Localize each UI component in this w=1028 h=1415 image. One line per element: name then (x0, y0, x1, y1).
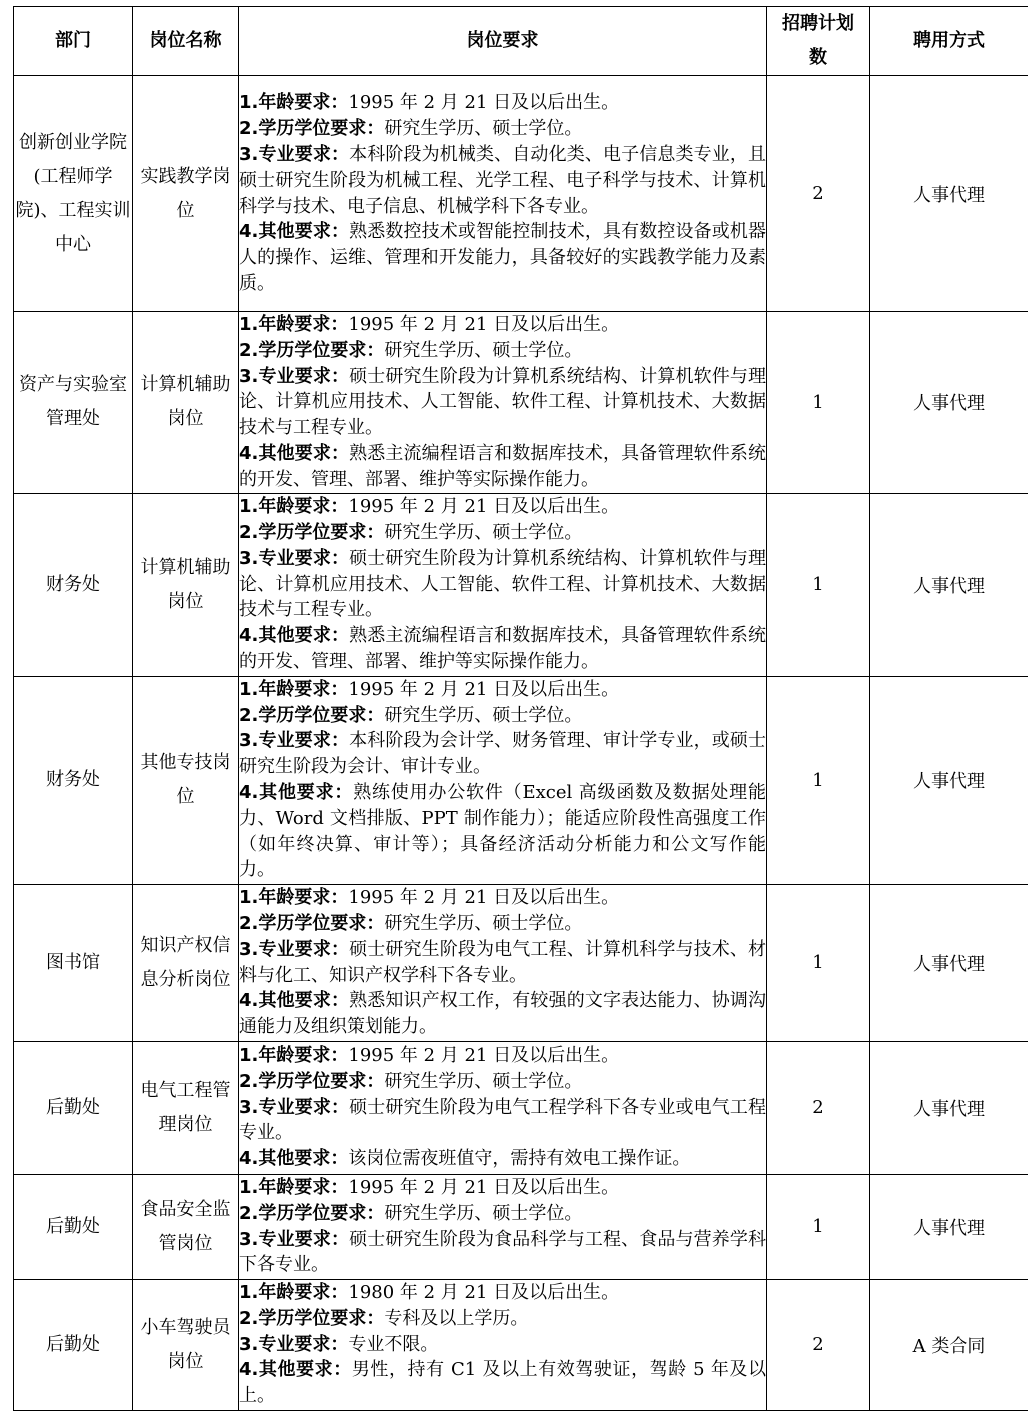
requirement-label: 1.年龄要求： (239, 496, 349, 518)
requirement-label: 1.年龄要求： (239, 678, 349, 700)
table-row (14, 1279, 1028, 1410)
requirement-text: 硕士研究生阶段为计算机系统结构、计算机软件与理论、计算机应用技术、人工智能、软件工程、计算机技术、大数据技术与工程专业。 (239, 365, 766, 439)
requirement-item (239, 494, 766, 520)
requirement-text: 1995 年 2 月 21 日及以后出生。 (348, 1176, 620, 1198)
method-cell: 人事代理 (870, 1041, 1028, 1174)
requirement-item (239, 90, 766, 116)
header-method: 聘用方式 (870, 7, 1028, 76)
requirement-item (239, 364, 766, 441)
table-row (14, 676, 1028, 884)
department-cell: 财务处 (14, 676, 133, 884)
requirement-item (239, 1357, 766, 1409)
requirement-item (239, 1175, 766, 1201)
requirement-item (239, 1201, 766, 1227)
requirement-label: 3.专业要求： (239, 143, 350, 165)
requirement-label: 1.年龄要求： (239, 1045, 349, 1067)
position-cell: 小车驾驶员岗位 (133, 1279, 239, 1410)
header-department: 部门 (14, 7, 133, 76)
requirement-text: 熟悉数控技术或智能控制技术，具有数控设备或机器人的操作、运维、管理和开发能力，具备较好的实践教学能力及素质。 (239, 221, 766, 294)
requirement-label: 1.年龄要求： (239, 887, 349, 909)
requirement-text: 1995 年 2 月 21 日及以后出生。 (348, 92, 620, 114)
requirement-text: 硕士研究生阶段为电气工程学科下各专业或电气工程专业。 (239, 1096, 766, 1144)
table-row (14, 493, 1028, 676)
requirement-text: 研究生学历、硕士学位。 (384, 522, 583, 544)
requirement-label: 2.学历学位要求： (239, 1202, 385, 1224)
requirement-text: 硕士研究生阶段为计算机系统结构、计算机软件与理论、计算机应用技术、人工智能、软件工程、计算机技术、大数据技术与工程专业。 (239, 547, 766, 621)
requirement-label: 4.其他要求： (239, 1148, 349, 1170)
requirement-text: 研究生学历、硕士学位。 (384, 339, 583, 361)
requirement-label: 2.学历学位要求： (239, 118, 385, 140)
requirement-item (239, 1332, 766, 1358)
requirement-text: 研究生学历、硕士学位。 (384, 1202, 583, 1224)
table-row (14, 312, 1028, 494)
method-cell: 人事代理 (870, 884, 1028, 1041)
count-cell: 1 (767, 676, 870, 884)
department-cell: 图书馆 (14, 884, 133, 1041)
requirement-text: 1995 年 2 月 21 日及以后出生。 (348, 314, 620, 335)
requirement-item (239, 911, 766, 937)
requirements-cell (239, 1279, 767, 1410)
requirement-label: 2.学历学位要求： (239, 704, 385, 726)
requirement-item (239, 780, 766, 883)
requirement-text: 1995 年 2 月 21 日及以后出生。 (348, 496, 620, 518)
method-cell: 人事代理 (870, 1174, 1028, 1279)
recruitment-table (13, 6, 1028, 1411)
method-cell: 人事代理 (870, 76, 1028, 312)
requirement-text: 研究生学历、硕士学位。 (384, 912, 583, 934)
method-cell: 人事代理 (870, 312, 1028, 494)
department-cell: 后勤处 (14, 1279, 133, 1410)
position-cell: 实践教学岗位 (133, 76, 239, 312)
requirement-item (239, 937, 766, 989)
requirement-item (239, 219, 766, 296)
requirement-label: 1.年龄要求： (239, 314, 349, 335)
requirement-text: 1995 年 2 月 21 日及以后出生。 (348, 678, 620, 700)
requirement-item (239, 1280, 766, 1306)
requirement-text: 1995 年 2 月 21 日及以后出生。 (348, 887, 620, 909)
requirement-label: 2.学历学位要求： (239, 1070, 385, 1092)
requirement-label: 3.专业要求： (239, 547, 350, 569)
count-cell: 1 (767, 312, 870, 494)
requirement-label: 3.专业要求： (239, 1333, 349, 1355)
requirements-cell (239, 1174, 767, 1279)
requirement-text: 熟悉主流编程语言和数据库技术，具备管理软件系统的开发、管理、部署、维护等实际操作能力。 (239, 442, 766, 490)
position-cell: 食品安全监管岗位 (133, 1174, 239, 1279)
requirement-label: 2.学历学位要求： (239, 339, 385, 361)
requirement-item (239, 1146, 766, 1172)
requirement-label: 3.专业要求： (239, 938, 350, 960)
requirement-label: 2.学历学位要求： (239, 1307, 385, 1329)
requirement-item (239, 441, 766, 493)
requirement-label: 4.其他要求： (239, 221, 350, 243)
department-cell: 后勤处 (14, 1174, 133, 1279)
requirement-text: 熟悉主流编程语言和数据库技术，具备管理软件系统的开发、管理、部署、维护等实际操作能力。 (239, 625, 766, 673)
requirement-item (239, 520, 766, 546)
requirement-item (239, 142, 766, 219)
requirements-cell (239, 493, 767, 676)
requirement-label: 1.年龄要求： (239, 92, 349, 114)
requirement-label: 4.其他要求： (239, 990, 350, 1012)
requirement-text: 研究生学历、硕士学位。 (384, 704, 583, 726)
requirement-text: 熟悉知识产权工作，有较强的文字表达能力、协调沟通能力及组织策划能力。 (239, 990, 766, 1038)
requirement-item (239, 885, 766, 911)
requirement-item (239, 1095, 766, 1147)
department-cell: 创新创业学院(工程师学院)、工程实训中心 (14, 76, 133, 312)
requirement-text: 专科及以上学历。 (384, 1307, 529, 1329)
requirement-label: 3.专业要求： (239, 1096, 350, 1118)
requirement-item (239, 338, 766, 364)
requirement-label: 3.专业要求： (239, 730, 350, 752)
requirement-item (239, 728, 766, 780)
position-cell: 计算机辅助岗位 (133, 312, 239, 494)
requirement-text: 该岗位需夜班值守，需持有效电工操作证。 (348, 1148, 691, 1170)
count-cell: 2 (767, 1279, 870, 1410)
requirement-text: 研究生学历、硕士学位。 (384, 118, 583, 140)
requirement-item (239, 703, 766, 729)
requirement-label: 3.专业要求： (239, 1228, 350, 1250)
requirement-label: 4.其他要求： (239, 782, 354, 804)
requirement-text: 本科阶段为机械类、自动化类、电子信息类专业，且硕士研究生阶段为机械工程、光学工程、电子科学与技术、计算机科学与技术、电子信息、机械学科下各专业。 (239, 143, 766, 217)
position-cell: 其他专技岗位 (133, 676, 239, 884)
requirement-text: 熟练使用办公软件（Excel 高级函数及数据处理能力、Word 文档排版、PPT 制作能力）；能适应阶段性高强度工作（如年终决算、审计等）；具备经济活动分析能力和公文写作能力。 (239, 782, 766, 881)
requirement-item (239, 1306, 766, 1332)
count-cell: 1 (767, 1174, 870, 1279)
position-cell: 电气工程管理岗位 (133, 1041, 239, 1174)
header-row (14, 7, 1028, 76)
position-cell: 计算机辅助岗位 (133, 493, 239, 676)
requirements-cell (239, 676, 767, 884)
requirement-label: 1.年龄要求： (239, 1282, 349, 1304)
header-count: 招聘计划数 (767, 7, 870, 76)
method-cell: 人事代理 (870, 493, 1028, 676)
count-cell: 2 (767, 76, 870, 312)
requirement-item (239, 677, 766, 703)
department-cell: 资产与实验室管理处 (14, 312, 133, 494)
count-cell: 2 (767, 1041, 870, 1174)
requirement-item (239, 116, 766, 142)
requirement-item (239, 1227, 766, 1279)
requirement-item (239, 312, 766, 338)
method-cell: 人事代理 (870, 676, 1028, 884)
requirement-item (239, 1069, 766, 1095)
table-row (14, 884, 1028, 1041)
table-row (14, 76, 1028, 312)
count-cell: 1 (767, 884, 870, 1041)
requirement-text: 1995 年 2 月 21 日及以后出生。 (348, 1045, 620, 1067)
requirement-text: 硕士研究生阶段为电气工程、计算机科学与技术、材料与化工、知识产权学科下各专业。 (239, 938, 766, 986)
requirement-label: 1.年龄要求： (239, 1176, 349, 1198)
requirement-item (239, 988, 766, 1040)
header-requirements: 岗位要求 (239, 7, 767, 76)
position-cell: 知识产权信息分析岗位 (133, 884, 239, 1041)
requirement-text: 硕士研究生阶段为食品科学与工程、食品与营养学科下各专业。 (239, 1228, 766, 1276)
header-position: 岗位名称 (133, 7, 239, 76)
count-cell: 1 (767, 493, 870, 676)
requirements-cell (239, 312, 767, 494)
requirements-cell (239, 1041, 767, 1174)
requirement-label: 4.其他要求： (239, 625, 350, 647)
requirement-label: 4.其他要求： (239, 1359, 352, 1381)
requirement-text: 男性，持有 C1 及以上有效驾驶证，驾龄 5 年及以上。 (239, 1359, 766, 1407)
requirement-item (239, 546, 766, 623)
requirement-text: 研究生学历、硕士学位。 (384, 1070, 583, 1092)
department-cell: 财务处 (14, 493, 133, 676)
requirement-label: 2.学历学位要求： (239, 522, 385, 544)
requirement-label: 2.学历学位要求： (239, 912, 385, 934)
requirement-text: 本科阶段为会计学、财务管理、审计学专业，或硕士研究生阶段为会计、审计专业。 (239, 730, 766, 778)
department-cell: 后勤处 (14, 1041, 133, 1174)
requirement-label: 4.其他要求： (239, 442, 350, 464)
table-row (14, 1041, 1028, 1174)
requirement-item (239, 1043, 766, 1069)
requirement-text: 1980 年 2 月 21 日及以后出生。 (348, 1282, 620, 1304)
requirements-cell (239, 76, 767, 312)
method-cell: A 类合同 (870, 1279, 1028, 1410)
requirement-label: 3.专业要求： (239, 365, 350, 387)
requirements-cell (239, 884, 767, 1041)
requirement-item (239, 623, 766, 675)
table-row (14, 1174, 1028, 1279)
requirement-text: 专业不限。 (348, 1333, 439, 1355)
